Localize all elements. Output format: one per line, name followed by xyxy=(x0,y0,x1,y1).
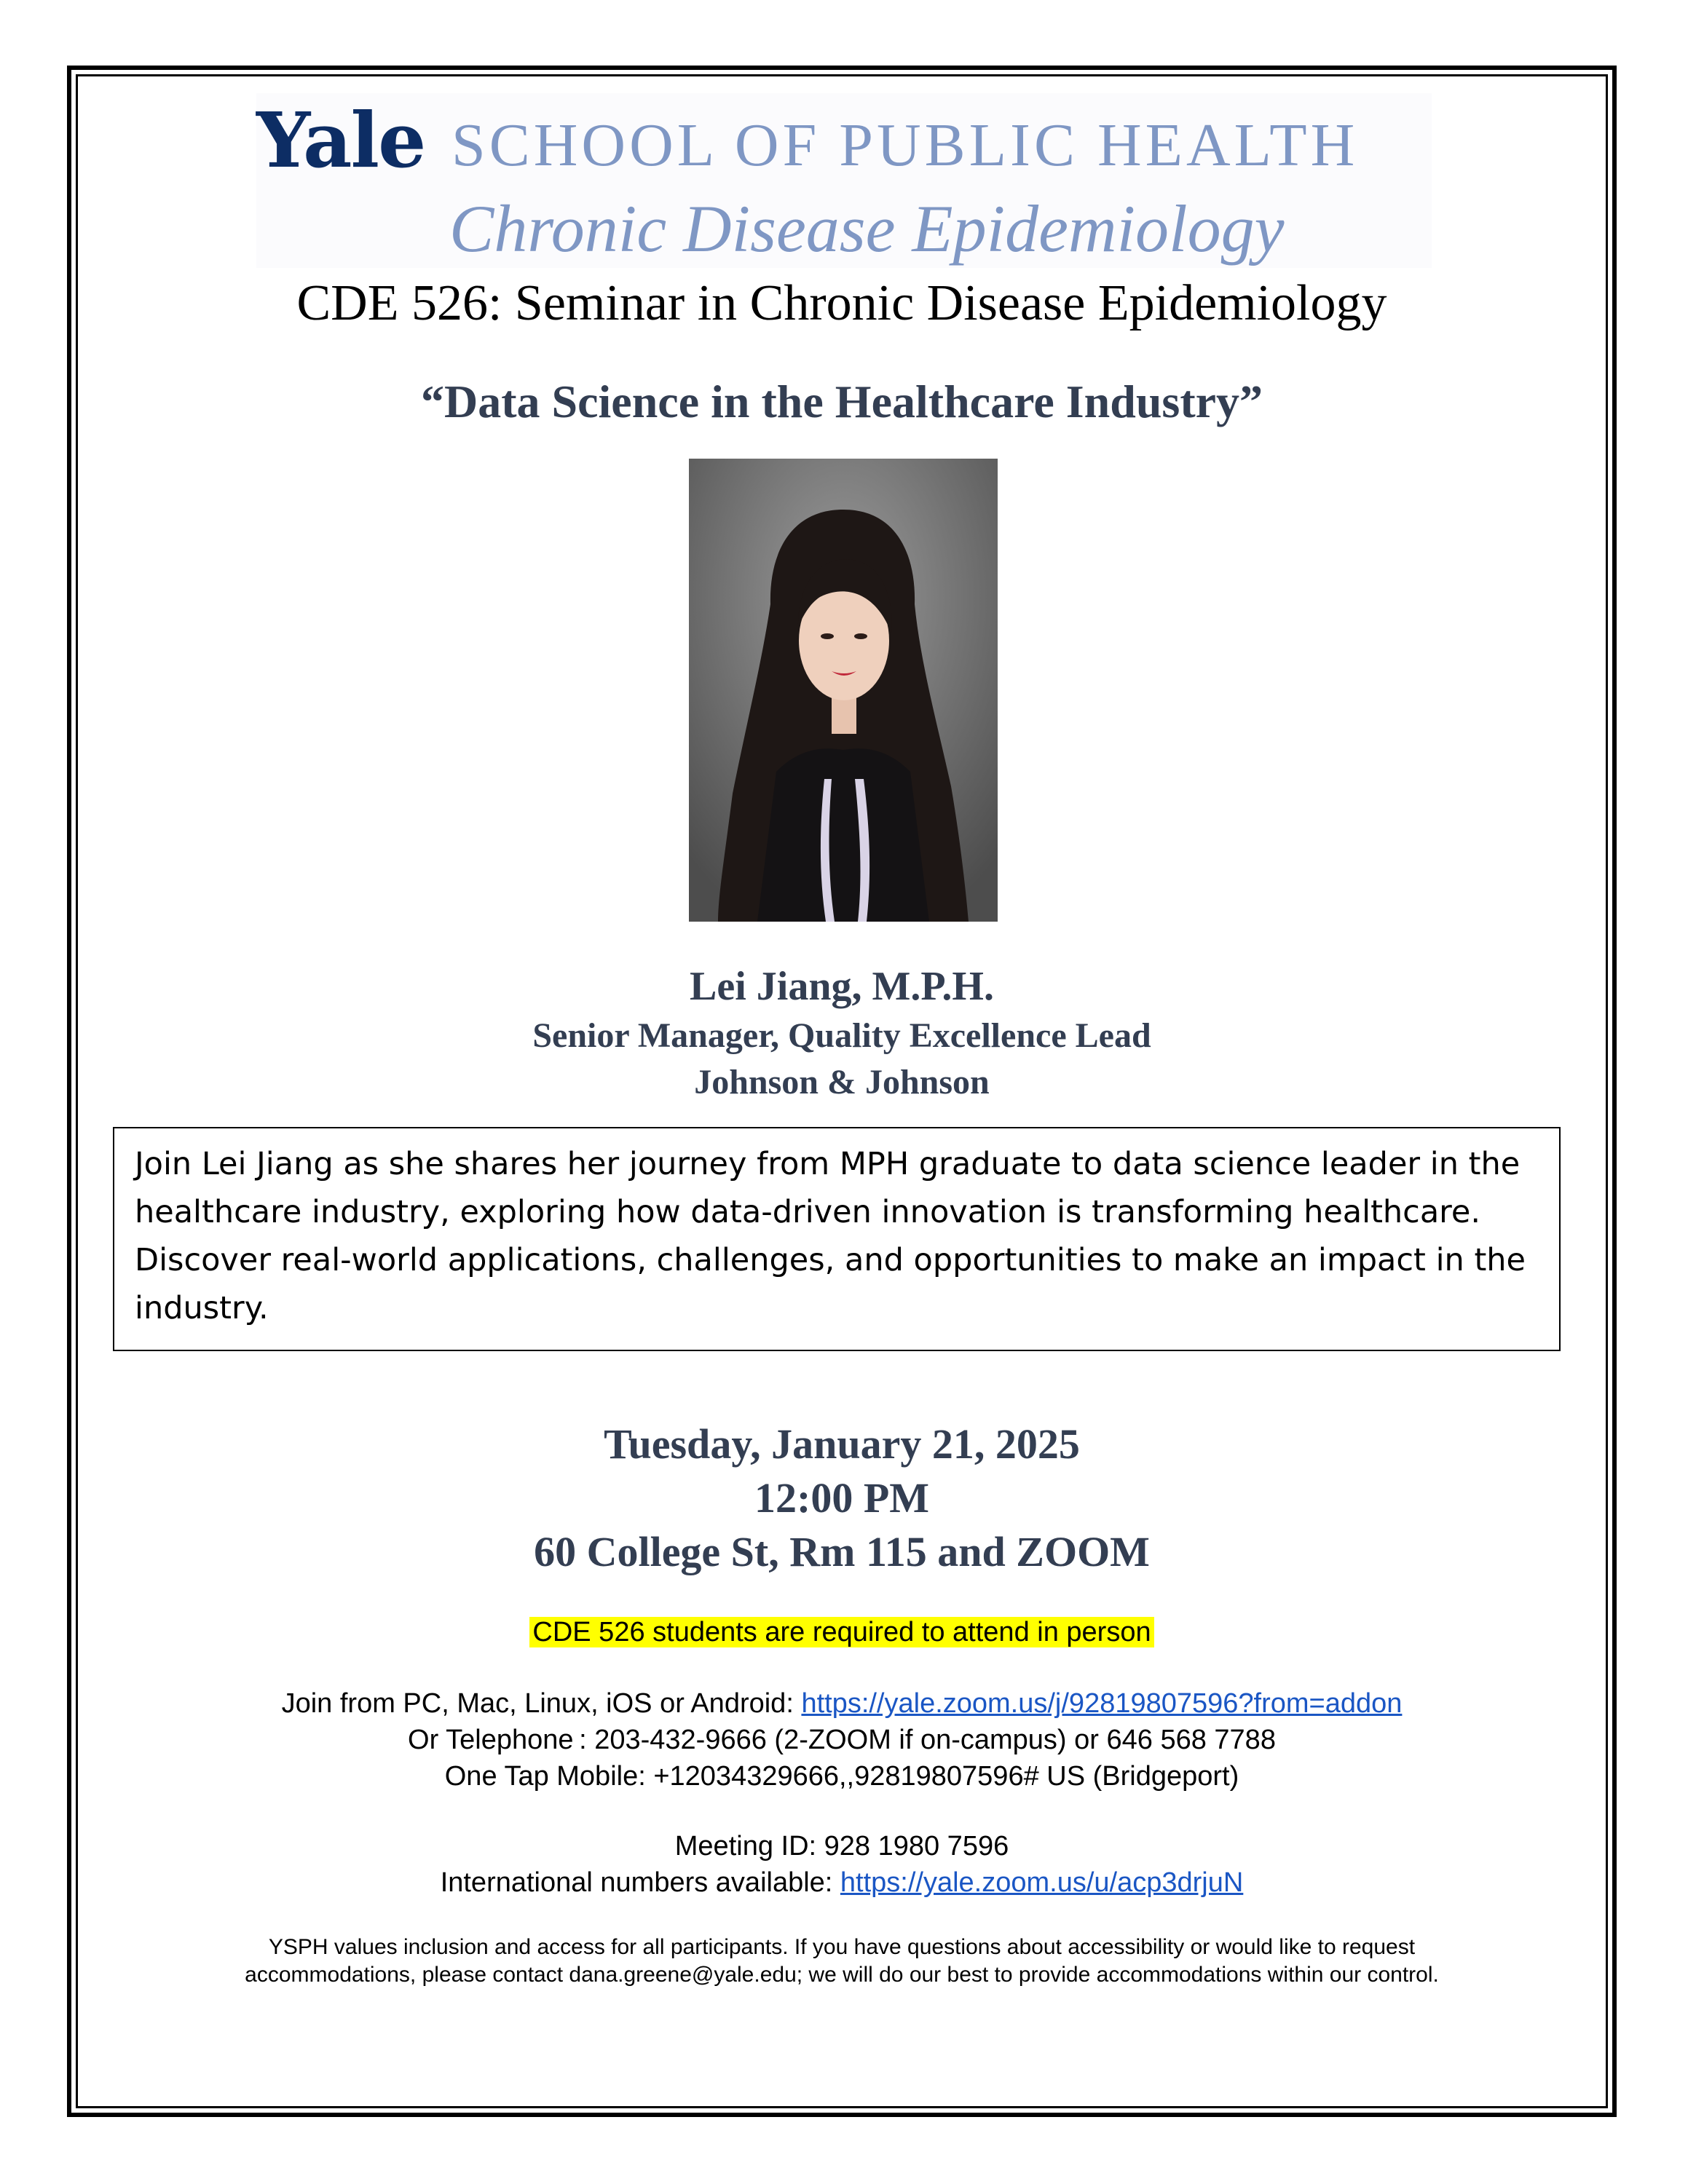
yale-sph-logo xyxy=(256,93,1432,268)
zoom-join-link[interactable]: https://yale.zoom.us/j/92819807596?from=addon xyxy=(801,1688,1403,1719)
zoom-one-tap: One Tap Mobile: +12034329666,,92819807596# US (Bridgeport) xyxy=(444,1761,1239,1792)
logo-department: Chronic Disease Epidemiology xyxy=(449,191,1285,266)
logo-school-name: SCHOOL OF PUBLIC HEALTH xyxy=(451,111,1359,179)
zoom-telephone: Or Telephone : 203-432-9666 (2-ZOOM if on-campus) or 646 568 7788 xyxy=(408,1725,1276,1755)
zoom-meeting-id: Meeting ID: 928 1980 7596 xyxy=(674,1831,1009,1861)
accessibility-statement-line-2: accommodations, please contact dana.greene@yale.edu; we will do our best to provide accommodations within our control. xyxy=(245,1963,1439,1987)
talk-title: “Data Science in the Healthcare Industry” xyxy=(420,376,1263,427)
attendance-notice: CDE 526 students are required to attend in person xyxy=(529,1617,1153,1647)
zoom-join-line xyxy=(76,1686,1608,1721)
event-time: 12:00 PM xyxy=(754,1474,929,1522)
attendance-notice-line xyxy=(76,1613,1608,1651)
international-label: International numbers available: xyxy=(440,1867,840,1898)
speaker-name: Lei Jiang, M.P.H. xyxy=(690,964,994,1009)
logo-yale-wordmark: Yale xyxy=(256,95,425,185)
accessibility-statement-line-1: YSPH values inclusion and access for all participants. If you have questions about accessibility or would like to request xyxy=(268,1935,1416,1959)
speaker-organization: Johnson & Johnson xyxy=(694,1063,990,1101)
speaker-role: Senior Manager, Quality Excellence Lead xyxy=(532,1016,1151,1055)
speaker-photo xyxy=(689,459,998,922)
description-box xyxy=(113,1127,1561,1351)
description-text: Join Lei Jiang as she shares her journey from MPH graduate to data science leader in the healthcare industry, exploring how data-driven innovation is transforming healthcare. Discover real-world applications, challenges, and opportunities to make an impact in the industry. xyxy=(135,1146,1526,1326)
course-title: CDE 526: Seminar in Chronic Disease Epidemiology xyxy=(296,275,1387,331)
zoom-international-line xyxy=(76,1865,1608,1900)
event-location: 60 College St, Rm 115 and ZOOM xyxy=(534,1528,1150,1575)
event-date: Tuesday, January 21, 2025 xyxy=(604,1420,1080,1468)
international-numbers-link[interactable]: https://yale.zoom.us/u/acp3drjuN xyxy=(840,1867,1244,1898)
zoom-join-label: Join from PC, Mac, Linux, iOS or Android: xyxy=(281,1688,802,1719)
